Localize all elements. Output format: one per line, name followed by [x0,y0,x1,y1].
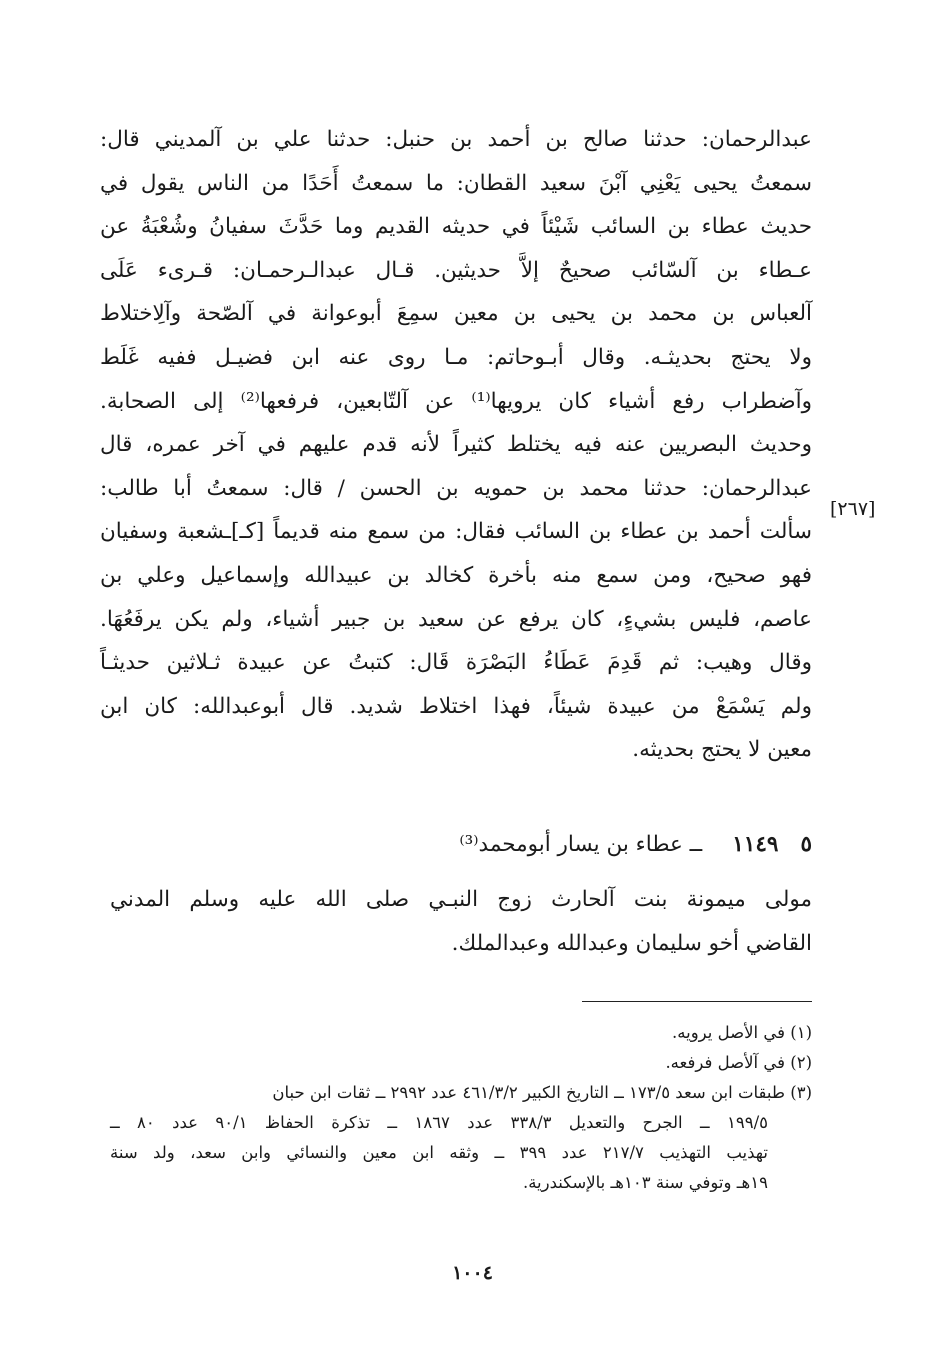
entry-sub-number: ٥ [800,832,812,857]
text-line: عبدالرحمان: حدثنا محمد بن حمويه بن الحسن / قال: سمعتُ أبا طالب: [100,475,812,501]
footnote-label: (٣) [790,1083,812,1102]
main-text-block [100,118,812,772]
margin-page-reference: [٢٦٧] [830,498,876,520]
footnote-text: في آلأصل فرفعه. [665,1053,785,1072]
text-line: وحديث البصريين عنه فيه يختلط كثيراً لأنه قدم عليهم في آخر عمره، قال [100,432,812,458]
bio-line: مولى ميمونة بنت آلحارث زوج النبـي صلى الله عليه وسلم المدني [110,887,812,912]
footnote-continuation: ١٩٩/٥ ــ الجرح والتعديل ٣٣٨/٣ عدد ١٨٦٧ ــ تذكرة الحفاظ ٩٠/١ عدد ٨٠ ــ [110,1113,769,1132]
text-line: آلعباس بن محمد بن يحيى بن معين سمِعَ أبوعوانة في آلصّحة وآلِاختلاط [100,301,812,327]
text-line: وقال وهيب: ثم قَدِمَ عَطَاءُ البَصْرَة قَال: كتبتُ عن عبيدة ثـلاثين حديثـاً [100,650,812,676]
footnote-divider [582,1001,812,1002]
footnote [110,1078,812,1108]
page-number: ١٠٠٤ [452,1262,493,1284]
footnote-continuation: تهذيب التهذيب ٢١٧/٧ عدد ٣٩٩ ــ وثقه ابن معين والنسائي وابن سعد، ولد سنة [110,1143,768,1162]
text-line: سألت أحمد بن عطاء بن السائب فقال: من سمع منه قديماً [كـ]ـشعبة وسفيان [100,519,812,545]
text-line: معين لا يحتج بحديثه. [632,737,812,763]
entry-number: ١١٤٩ [732,832,779,857]
text-line: حديث عطاء بن السائب شَيْئاً في حديثه القديم وما حَدَّثَ سفيانُ وشُعْبَةُ عن [100,214,812,240]
text-line: فهو صحيح، ومن سمع منه بأخرة كخالد بن عبيدالله وإسماعيل وعلي بن [100,562,812,588]
entry-biography [110,878,812,966]
footnote [110,1048,812,1078]
text-line: عاصم، فليس بشيءٍ، كان يرفع عن سعيد بن جبير أشياء، ولم يكن يرفَعُهَا. [100,606,812,632]
text-line: ولا يحتج بحديثـه. وقال أبـوحاتم: مـا روى عنه ابن فضيـل ففيه غَلَط [100,344,812,370]
footnotes [110,1018,812,1198]
text-line: ولم يَسْمَعْ من عبيدة شيئاً، فهذا اختلاط شديد. قال أبوعبدالله: كان ابن [100,693,812,719]
footnote-continuation: ١٩هـ وتوفي سنة ١٠٣هـ بالإسكندرية. [522,1173,768,1192]
footnote-label: (٢) [790,1053,812,1072]
entry-heading [459,832,812,857]
footnote [110,1018,812,1048]
text-line: عبدالرحمان: حدثنا صالح بن أحمد بن حنبل: حدثنا علي بن آلمديني قال: [100,127,812,152]
footnote-label: (١) [790,1023,812,1042]
bio-line: القاضي أخو سليمان وعبدالله وعبدالملك. [451,931,812,956]
text-line: سمعتُ يحيى يَعْنِي آبْنَ سعيد القطان: ما سمعتُ أَحَدًا من الناس يقول في [100,170,812,196]
text-line: عـطاء بن آلسّائب صحيحٌ إلاَّ حديثين. قـال عبدالـرحمـان: قـرىء عَلَى [100,257,812,283]
entry-name: ــ عطاء بن يسار أبومحمد⁽³⁾ [459,832,703,857]
footnote-text: طبقات ابن سعد ١٧٣/٥ ــ التاريخ الكبير ٤٦١/٣/٢ عدد ٢٩٩٢ ــ ثقات ابن حبان [272,1083,785,1102]
footnote-text: في الأصل يرويه. [672,1023,785,1042]
text-line: وآضطراب رفع أشياء كان يرويها⁽¹⁾ عن آلتّابعين، فرفعها⁽²⁾ إلى الصحابة. [100,388,812,414]
